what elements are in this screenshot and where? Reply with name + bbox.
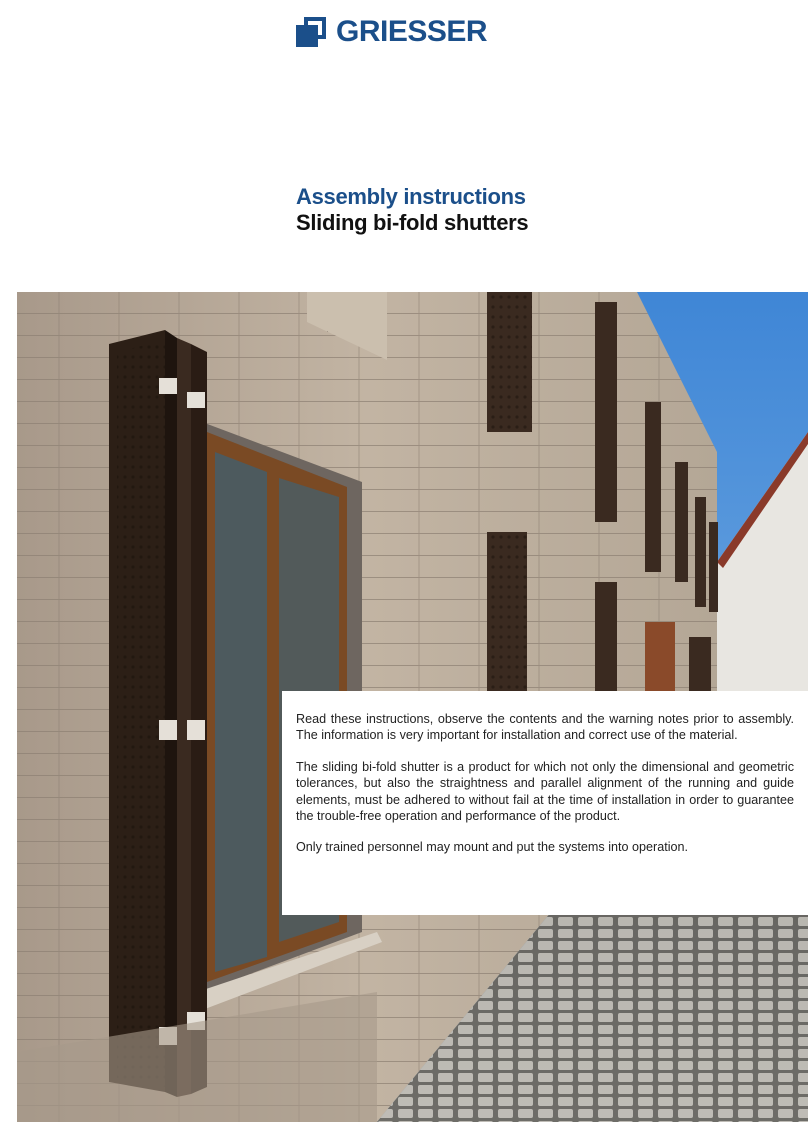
document-title [296,184,528,236]
intro-text-box [282,691,808,915]
logo-mark-icon [296,17,326,47]
logo-text: GRIESSER [336,15,488,48]
brand-logo [296,16,487,48]
title-line-1: Assembly instructions [296,184,526,209]
title-line-2: Sliding bi-fold shutters [296,210,529,235]
intro-paragraph-2: The sliding bi-fold shutter is a product for which not only the dimensional and geometric tolerances, but also the straightness and parallel alignment of the running and guide elements, must be adhered to without fail at the time of installation in order to guarantee the trouble-free operation and performance of the product. [296,759,794,824]
intro-paragraph-1: Read these instructions, observe the contents and the warning notes prior to assembly. The information is very important for installation and correct use of the material. [296,712,794,743]
intro-paragraph-3: Only trained personnel may mount and put the systems into operation. [296,840,689,855]
